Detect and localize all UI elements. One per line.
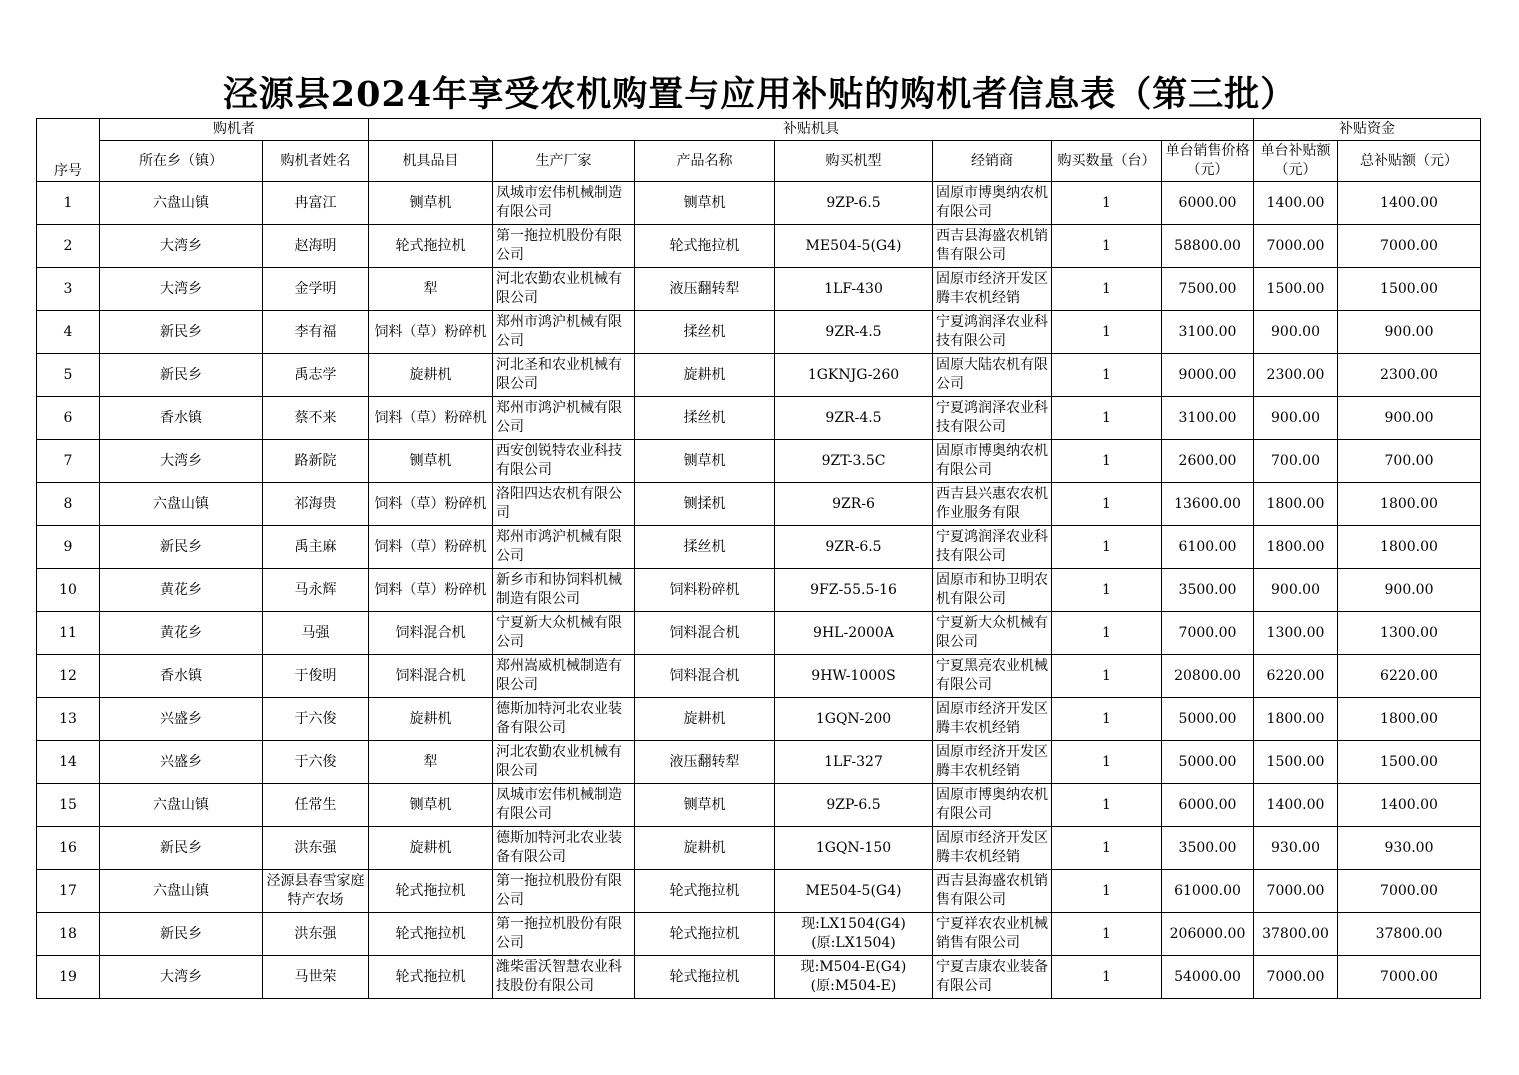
cell-name: 洪东强 [263,827,369,870]
cell-unit-subsidy: 1500.00 [1254,268,1338,311]
cell-seq: 14 [37,741,100,784]
cell-category: 饲料混合机 [369,612,493,655]
cell-seq: 9 [37,526,100,569]
cell-price: 2600.00 [1162,440,1254,483]
cell-model: 1LF-327 [775,741,933,784]
cell-product: 饲料混合机 [635,612,775,655]
table-row [37,225,1481,268]
header-unit-subsidy: 单台补贴额（元） [1254,141,1338,182]
cell-model: 现:M504-E(G4)(原:M504-E) [775,956,933,999]
table-row [37,526,1481,569]
table-row [37,956,1481,999]
cell-total-subsidy: 1400.00 [1338,182,1481,225]
cell-qty: 1 [1052,182,1162,225]
cell-price: 5000.00 [1162,741,1254,784]
cell-unit-subsidy: 700.00 [1254,440,1338,483]
cell-product: 铡揉机 [635,483,775,526]
header-qty: 购买数量（台） [1052,141,1162,182]
cell-town: 新民乡 [100,526,263,569]
cell-total-subsidy: 1400.00 [1338,784,1481,827]
cell-town: 大湾乡 [100,225,263,268]
cell-manufacturer: 凤城市宏伟机械制造有限公司 [493,182,635,225]
cell-price: 3100.00 [1162,311,1254,354]
cell-unit-subsidy: 1800.00 [1254,483,1338,526]
cell-price: 6100.00 [1162,526,1254,569]
table-row [37,655,1481,698]
cell-product: 铡草机 [635,784,775,827]
cell-town: 六盘山镇 [100,784,263,827]
table-row [37,397,1481,440]
cell-dealer: 固原市经济开发区腾丰农机经销 [933,698,1052,741]
cell-product: 揉丝机 [635,311,775,354]
cell-model: ME504-5(G4) [775,225,933,268]
cell-name: 于六俊 [263,698,369,741]
table-row [37,870,1481,913]
cell-qty: 1 [1052,698,1162,741]
cell-dealer: 宁夏祥农农业机械销售有限公司 [933,913,1052,956]
cell-unit-subsidy: 6220.00 [1254,655,1338,698]
cell-unit-subsidy: 2300.00 [1254,354,1338,397]
cell-town: 兴盛乡 [100,698,263,741]
table-row [37,354,1481,397]
header-manufacturer: 生产厂家 [493,141,635,182]
cell-seq: 17 [37,870,100,913]
cell-total-subsidy: 1300.00 [1338,612,1481,655]
cell-town: 六盘山镇 [100,870,263,913]
cell-model: 9ZR-4.5 [775,397,933,440]
cell-dealer: 固原市博奥纳农机有限公司 [933,182,1052,225]
table-row [37,182,1481,225]
cell-qty: 1 [1052,870,1162,913]
cell-manufacturer: 凤城市宏伟机械制造有限公司 [493,784,635,827]
cell-model: ME504-5(G4) [775,870,933,913]
cell-price: 5000.00 [1162,698,1254,741]
subsidy-table [36,118,1481,999]
cell-unit-subsidy: 1500.00 [1254,741,1338,784]
cell-price: 9000.00 [1162,354,1254,397]
cell-total-subsidy: 7000.00 [1338,870,1481,913]
cell-price: 54000.00 [1162,956,1254,999]
table-row [37,913,1481,956]
cell-model: 9ZR-6 [775,483,933,526]
cell-unit-subsidy: 1800.00 [1254,526,1338,569]
cell-name: 马强 [263,612,369,655]
header-model: 购买机型 [775,141,933,182]
cell-dealer: 宁夏吉康农业装备有限公司 [933,956,1052,999]
cell-dealer: 西吉县兴惠农农机作业服务有限 [933,483,1052,526]
cell-manufacturer: 河北农勤农业机械有限公司 [493,268,635,311]
cell-category: 饲料（草）粉碎机 [369,311,493,354]
cell-price: 3500.00 [1162,569,1254,612]
cell-qty: 1 [1052,526,1162,569]
header-group-machine: 补贴机具 [369,119,1254,141]
cell-total-subsidy: 7000.00 [1338,956,1481,999]
cell-unit-subsidy: 1400.00 [1254,182,1338,225]
cell-seq: 4 [37,311,100,354]
cell-name: 泾源县春雪家庭特产农场 [263,870,369,913]
cell-total-subsidy: 930.00 [1338,827,1481,870]
cell-model: 9FZ-55.5-16 [775,569,933,612]
cell-unit-subsidy: 1400.00 [1254,784,1338,827]
cell-qty: 1 [1052,225,1162,268]
cell-seq: 2 [37,225,100,268]
cell-product: 饲料混合机 [635,655,775,698]
cell-name: 洪东强 [263,913,369,956]
header-row-groups [37,119,1481,141]
cell-dealer: 固原市经济开发区腾丰农机经销 [933,741,1052,784]
table-row [37,440,1481,483]
cell-unit-subsidy: 7000.00 [1254,870,1338,913]
cell-unit-subsidy: 1800.00 [1254,698,1338,741]
cell-model: 9ZR-6.5 [775,526,933,569]
cell-name: 冉富江 [263,182,369,225]
cell-town: 新民乡 [100,913,263,956]
cell-product: 铡草机 [635,440,775,483]
cell-seq: 16 [37,827,100,870]
cell-product: 揉丝机 [635,526,775,569]
cell-price: 7000.00 [1162,612,1254,655]
cell-name: 禹志学 [263,354,369,397]
cell-unit-subsidy: 900.00 [1254,569,1338,612]
cell-town: 新民乡 [100,354,263,397]
table-row [37,311,1481,354]
table-row [37,698,1481,741]
cell-model: 9ZR-4.5 [775,311,933,354]
cell-dealer: 固原市博奥纳农机有限公司 [933,440,1052,483]
cell-unit-subsidy: 900.00 [1254,311,1338,354]
cell-manufacturer: 洛阳四达农机有限公司 [493,483,635,526]
cell-total-subsidy: 7000.00 [1338,225,1481,268]
cell-total-subsidy: 900.00 [1338,311,1481,354]
cell-seq: 12 [37,655,100,698]
cell-price: 206000.00 [1162,913,1254,956]
cell-dealer: 宁夏新大众机械有限公司 [933,612,1052,655]
cell-qty: 1 [1052,569,1162,612]
page-title: 泾源县2024年享受农机购置与应用补贴的购机者信息表（第三批） [222,74,1297,115]
cell-price: 61000.00 [1162,870,1254,913]
cell-model: 9HL-2000A [775,612,933,655]
cell-total-subsidy: 1800.00 [1338,483,1481,526]
cell-manufacturer: 德斯加特河北农业装备有限公司 [493,698,635,741]
cell-manufacturer: 西安创锐特农业科技有限公司 [493,440,635,483]
cell-manufacturer: 德斯加特河北农业装备有限公司 [493,827,635,870]
header-name: 购机者姓名 [263,141,369,182]
cell-category: 轮式拖拉机 [369,225,493,268]
table-row [37,612,1481,655]
cell-category: 轮式拖拉机 [369,870,493,913]
cell-total-subsidy: 900.00 [1338,569,1481,612]
cell-manufacturer: 第一拖拉机股份有限公司 [493,225,635,268]
header-town: 所在乡（镇） [100,141,263,182]
table-row [37,827,1481,870]
table-row [37,268,1481,311]
cell-category: 旋耕机 [369,698,493,741]
cell-product: 轮式拖拉机 [635,225,775,268]
cell-model: 1GQN-200 [775,698,933,741]
cell-qty: 1 [1052,354,1162,397]
cell-unit-subsidy: 37800.00 [1254,913,1338,956]
cell-manufacturer: 郑州市鸿沪机械有限公司 [493,311,635,354]
cell-category: 饲料（草）粉碎机 [369,526,493,569]
cell-category: 饲料（草）粉碎机 [369,569,493,612]
cell-model: 1GQN-150 [775,827,933,870]
table-body [37,182,1481,999]
cell-qty: 1 [1052,440,1162,483]
header-product: 产品名称 [635,141,775,182]
cell-town: 大湾乡 [100,268,263,311]
cell-qty: 1 [1052,913,1162,956]
cell-name: 禹主麻 [263,526,369,569]
cell-price: 7500.00 [1162,268,1254,311]
cell-category: 犁 [369,268,493,311]
cell-town: 兴盛乡 [100,741,263,784]
cell-town: 大湾乡 [100,440,263,483]
cell-manufacturer: 宁夏新大众机械有限公司 [493,612,635,655]
cell-product: 揉丝机 [635,397,775,440]
cell-model: 9HW-1000S [775,655,933,698]
cell-dealer: 固原市经济开发区腾丰农机经销 [933,268,1052,311]
cell-town: 六盘山镇 [100,483,263,526]
cell-total-subsidy: 6220.00 [1338,655,1481,698]
cell-price: 3500.00 [1162,827,1254,870]
cell-name: 马永辉 [263,569,369,612]
cell-dealer: 宁夏鸿润泽农业科技有限公司 [933,526,1052,569]
cell-qty: 1 [1052,784,1162,827]
cell-dealer: 固原市和协卫明农机有限公司 [933,569,1052,612]
cell-product: 旋耕机 [635,698,775,741]
cell-total-subsidy: 2300.00 [1338,354,1481,397]
header-group-buyer: 购机者 [100,119,369,141]
cell-category: 饲料混合机 [369,655,493,698]
cell-manufacturer: 河北农勤农业机械有限公司 [493,741,635,784]
cell-seq: 7 [37,440,100,483]
cell-name: 蔡不来 [263,397,369,440]
cell-category: 轮式拖拉机 [369,956,493,999]
cell-town: 黄花乡 [100,569,263,612]
cell-category: 犁 [369,741,493,784]
cell-category: 铡草机 [369,182,493,225]
header-category: 机具品目 [369,141,493,182]
cell-model: 9ZP-6.5 [775,784,933,827]
cell-manufacturer: 郑州市鸿沪机械有限公司 [493,526,635,569]
cell-town: 六盘山镇 [100,182,263,225]
cell-qty: 1 [1052,397,1162,440]
cell-category: 轮式拖拉机 [369,913,493,956]
cell-model: 9ZT-3.5C [775,440,933,483]
cell-manufacturer: 郑州嵩威机械制造有限公司 [493,655,635,698]
cell-dealer: 固原市经济开发区腾丰农机经销 [933,827,1052,870]
cell-unit-subsidy: 930.00 [1254,827,1338,870]
cell-product: 旋耕机 [635,354,775,397]
cell-town: 大湾乡 [100,956,263,999]
cell-product: 铡草机 [635,182,775,225]
cell-manufacturer: 郑州市鸿沪机械有限公司 [493,397,635,440]
cell-price: 58800.00 [1162,225,1254,268]
cell-price: 3100.00 [1162,397,1254,440]
cell-seq: 6 [37,397,100,440]
cell-product: 液压翻转犁 [635,741,775,784]
header-group-funds: 补贴资金 [1254,119,1481,141]
cell-product: 旋耕机 [635,827,775,870]
cell-dealer: 固原市博奥纳农机有限公司 [933,784,1052,827]
cell-model: 1GKNJG-260 [775,354,933,397]
cell-total-subsidy: 900.00 [1338,397,1481,440]
header-dealer: 经销商 [933,141,1052,182]
cell-product: 轮式拖拉机 [635,913,775,956]
cell-name: 祁海贵 [263,483,369,526]
cell-total-subsidy: 700.00 [1338,440,1481,483]
cell-qty: 1 [1052,655,1162,698]
cell-qty: 1 [1052,956,1162,999]
cell-town: 新民乡 [100,827,263,870]
cell-price: 20800.00 [1162,655,1254,698]
cell-product: 轮式拖拉机 [635,870,775,913]
cell-manufacturer: 河北圣和农业机械有限公司 [493,354,635,397]
cell-name: 李有福 [263,311,369,354]
cell-manufacturer: 新乡市和协饲料机械制造有限公司 [493,569,635,612]
cell-manufacturer: 第一拖拉机股份有限公司 [493,913,635,956]
cell-seq: 18 [37,913,100,956]
cell-town: 香水镇 [100,397,263,440]
cell-total-subsidy: 1800.00 [1338,526,1481,569]
header-row-columns [37,141,1481,182]
table-row [37,483,1481,526]
cell-name: 于俊明 [263,655,369,698]
cell-unit-subsidy: 900.00 [1254,397,1338,440]
cell-seq: 13 [37,698,100,741]
cell-seq: 10 [37,569,100,612]
cell-price: 13600.00 [1162,483,1254,526]
cell-qty: 1 [1052,612,1162,655]
header-price: 单台销售价格（元） [1162,141,1254,182]
cell-unit-subsidy: 7000.00 [1254,225,1338,268]
table-row [37,569,1481,612]
cell-town: 香水镇 [100,655,263,698]
cell-category: 旋耕机 [369,827,493,870]
cell-name: 任常生 [263,784,369,827]
cell-dealer: 宁夏黑亮农业机械有限公司 [933,655,1052,698]
cell-category: 饲料（草）粉碎机 [369,397,493,440]
cell-category: 铡草机 [369,784,493,827]
cell-seq: 11 [37,612,100,655]
table-row [37,741,1481,784]
cell-qty: 1 [1052,827,1162,870]
cell-model: 9ZP-6.5 [775,182,933,225]
cell-name: 金学明 [263,268,369,311]
cell-dealer: 西吉县海盛农机销售有限公司 [933,870,1052,913]
cell-manufacturer: 第一拖拉机股份有限公司 [493,870,635,913]
cell-qty: 1 [1052,311,1162,354]
cell-seq: 5 [37,354,100,397]
cell-dealer: 固原大陆农机有限公司 [933,354,1052,397]
cell-town: 新民乡 [100,311,263,354]
cell-total-subsidy: 37800.00 [1338,913,1481,956]
header-seq: 序号 [37,119,100,182]
cell-name: 马世荣 [263,956,369,999]
cell-manufacturer: 潍柴雷沃智慧农业科技股份有限公司 [493,956,635,999]
cell-seq: 1 [37,182,100,225]
cell-unit-subsidy: 1300.00 [1254,612,1338,655]
cell-category: 铡草机 [369,440,493,483]
cell-price: 6000.00 [1162,182,1254,225]
cell-total-subsidy: 1500.00 [1338,268,1481,311]
cell-qty: 1 [1052,483,1162,526]
cell-product: 饲料粉碎机 [635,569,775,612]
cell-seq: 8 [37,483,100,526]
cell-model: 现:LX1504(G4)(原:LX1504) [775,913,933,956]
table-row [37,784,1481,827]
cell-seq: 15 [37,784,100,827]
cell-dealer: 宁夏鸿润泽农业科技有限公司 [933,397,1052,440]
cell-model: 1LF-430 [775,268,933,311]
cell-price: 6000.00 [1162,784,1254,827]
cell-product: 液压翻转犁 [635,268,775,311]
header-total-subsidy: 总补贴额（元） [1338,141,1481,182]
cell-product: 轮式拖拉机 [635,956,775,999]
cell-qty: 1 [1052,741,1162,784]
cell-name: 路新院 [263,440,369,483]
cell-dealer: 西吉县海盛农机销售有限公司 [933,225,1052,268]
cell-name: 于六俊 [263,741,369,784]
cell-dealer: 宁夏鸿润泽农业科技有限公司 [933,311,1052,354]
cell-category: 饲料（草）粉碎机 [369,483,493,526]
cell-total-subsidy: 1500.00 [1338,741,1481,784]
cell-total-subsidy: 1800.00 [1338,698,1481,741]
cell-qty: 1 [1052,268,1162,311]
cell-unit-subsidy: 7000.00 [1254,956,1338,999]
cell-seq: 3 [37,268,100,311]
cell-seq: 19 [37,956,100,999]
cell-name: 赵海明 [263,225,369,268]
cell-town: 黄花乡 [100,612,263,655]
cell-category: 旋耕机 [369,354,493,397]
